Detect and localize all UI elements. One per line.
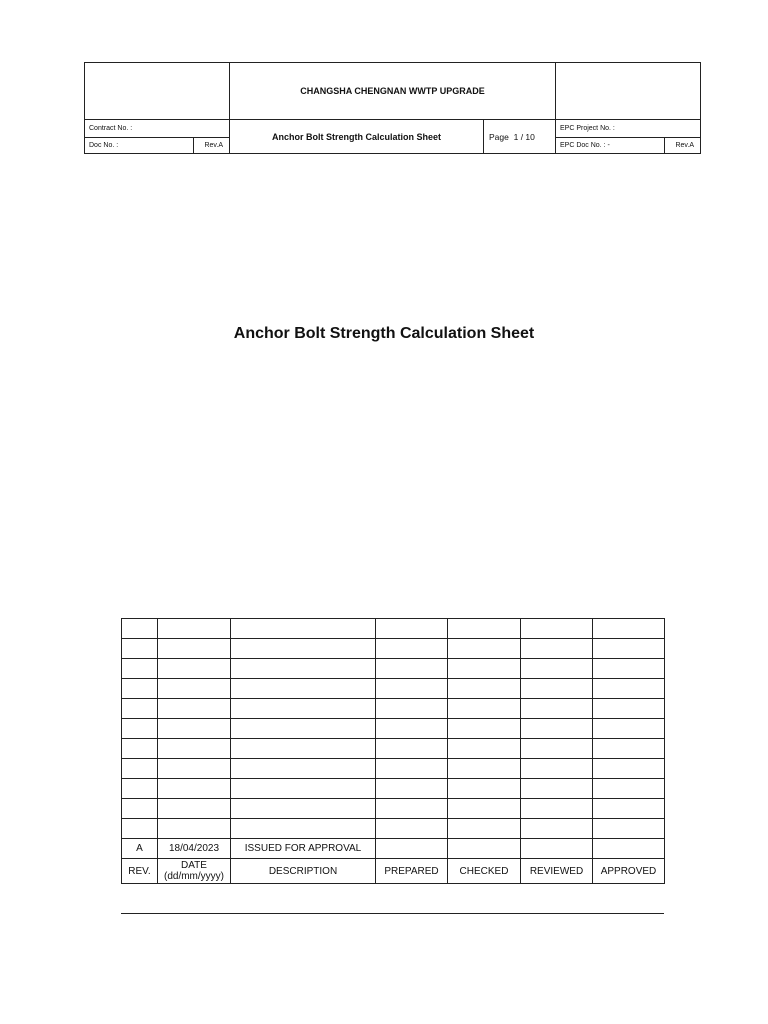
revision-blank-cell [521,759,593,779]
revision-blank-cell [521,739,593,759]
revision-blank-cell [158,699,231,719]
header-date-line1: DATE [181,860,207,871]
revision-blank-cell [158,639,231,659]
footer-divider [121,913,664,914]
revision-blank-cell [231,759,376,779]
revision-blank-cell [593,699,665,719]
revision-blank-row [122,779,665,799]
revision-blank-cell [593,759,665,779]
revision-blank-cell [593,819,665,839]
revision-blank-cell [231,699,376,719]
header-approved: APPROVED [593,859,665,884]
header-reviewed: REVIEWED [521,859,593,884]
revision-blank-cell [158,659,231,679]
revision-blank-cell [521,679,593,699]
revision-blank-cell [122,779,158,799]
revision-blank-rows [122,619,665,839]
revision-blank-cell [122,639,158,659]
page-number [484,120,556,154]
revision-blank-cell [231,679,376,699]
revision-blank-cell [231,799,376,819]
contract-no-label: Contract No. : [85,120,230,138]
revision-blank-cell [376,799,448,819]
revision-blank-cell [448,739,521,759]
header-date [158,859,231,884]
header-date-line2: (dd/mm/yyyy) [164,871,224,882]
revision-blank-row [122,679,665,699]
revision-blank-cell [521,619,593,639]
revision-blank-row [122,639,665,659]
revision-blank-cell [448,659,521,679]
revision-blank-cell [122,659,158,679]
revision-blank-cell [376,639,448,659]
revision-blank-cell [376,659,448,679]
revision-blank-row [122,659,665,679]
revision-blank-cell [448,619,521,639]
revision-blank-cell [158,619,231,639]
revision-blank-row [122,619,665,639]
revision-blank-cell [521,719,593,739]
revision-blank-cell [122,739,158,759]
revision-blank-cell [593,739,665,759]
project-title: CHANGSHA CHENGNAN WWTP UPGRADE [230,63,556,120]
rev-left: Rev.A [194,138,230,154]
header-checked: CHECKED [448,859,521,884]
sheet-title: Anchor Bolt Strength Calculation Sheet [230,120,484,154]
page-total: / 10 [520,131,535,142]
header-prepared: PREPARED [376,859,448,884]
revision-blank-cell [122,799,158,819]
revision-blank-cell [158,759,231,779]
revision-blank-cell [231,619,376,639]
revision-blank-cell [122,619,158,639]
revision-blank-cell [448,639,521,659]
revision-blank-row [122,799,665,819]
revision-blank-cell [521,639,593,659]
revision-blank-cell [593,619,665,639]
page-current: 1 [513,131,519,142]
revision-blank-cell [376,699,448,719]
revision-blank-cell [122,719,158,739]
revision-blank-cell [521,819,593,839]
prepared-cell [376,839,448,859]
revision-blank-cell [231,719,376,739]
revision-blank-cell [593,799,665,819]
revision-blank-cell [231,659,376,679]
revision-blank-cell [521,799,593,819]
revision-blank-cell [448,799,521,819]
revision-blank-row [122,819,665,839]
revision-blank-cell [158,799,231,819]
rev-cell: A [122,839,158,859]
reviewed-cell [521,839,593,859]
revision-header-row [122,859,665,884]
revision-blank-cell [122,679,158,699]
approved-cell [593,839,665,859]
revision-table [121,618,665,884]
revision-blank-cell [593,779,665,799]
revision-blank-cell [122,699,158,719]
revision-blank-cell [231,739,376,759]
doc-no-label: Doc No. : [85,138,194,154]
revision-blank-cell [376,719,448,739]
revision-blank-cell [593,639,665,659]
revision-blank-cell [521,699,593,719]
description-cell: ISSUED FOR APPROVAL [231,839,376,859]
revision-blank-cell [521,659,593,679]
revision-blank-cell [158,779,231,799]
revision-blank-cell [231,819,376,839]
revision-blank-cell [448,779,521,799]
header-rev: REV. [122,859,158,884]
document-title: Anchor Bolt Strength Calculation Sheet [233,325,535,342]
revision-blank-cell [376,759,448,779]
epc-project-label: EPC Project No. : [556,120,701,138]
revision-blank-cell [158,719,231,739]
revision-blank-cell [593,659,665,679]
revision-blank-row [122,699,665,719]
revision-blank-cell [448,699,521,719]
revision-blank-row [122,739,665,759]
rev-right: Rev.A [665,138,701,154]
revision-blank-cell [376,679,448,699]
revision-row [122,839,665,859]
revision-blank-cell [448,719,521,739]
revision-blank-cell [158,739,231,759]
document-header [84,62,701,154]
revision-blank-cell [122,759,158,779]
logo-cell-right [556,63,701,120]
revision-blank-cell [376,779,448,799]
epc-doc-label: EPC Doc No. : - [556,138,665,154]
revision-blank-cell [231,779,376,799]
revision-blank-cell [448,679,521,699]
revision-blank-cell [448,819,521,839]
page-label: Page [489,131,509,142]
date-cell: 18/04/2023 [158,839,231,859]
revision-blank-cell [158,679,231,699]
logo-cell-left [85,63,230,120]
revision-blank-cell [521,779,593,799]
revision-blank-cell [593,679,665,699]
revision-blank-cell [231,639,376,659]
revision-blank-cell [376,819,448,839]
revision-blank-cell [593,719,665,739]
header-description: DESCRIPTION [231,859,376,884]
revision-blank-cell [376,739,448,759]
revision-blank-row [122,759,665,779]
revision-blank-row [122,719,665,739]
checked-cell [448,839,521,859]
revision-blank-cell [448,759,521,779]
revision-blank-cell [376,619,448,639]
revision-blank-cell [158,819,231,839]
revision-blank-cell [122,819,158,839]
